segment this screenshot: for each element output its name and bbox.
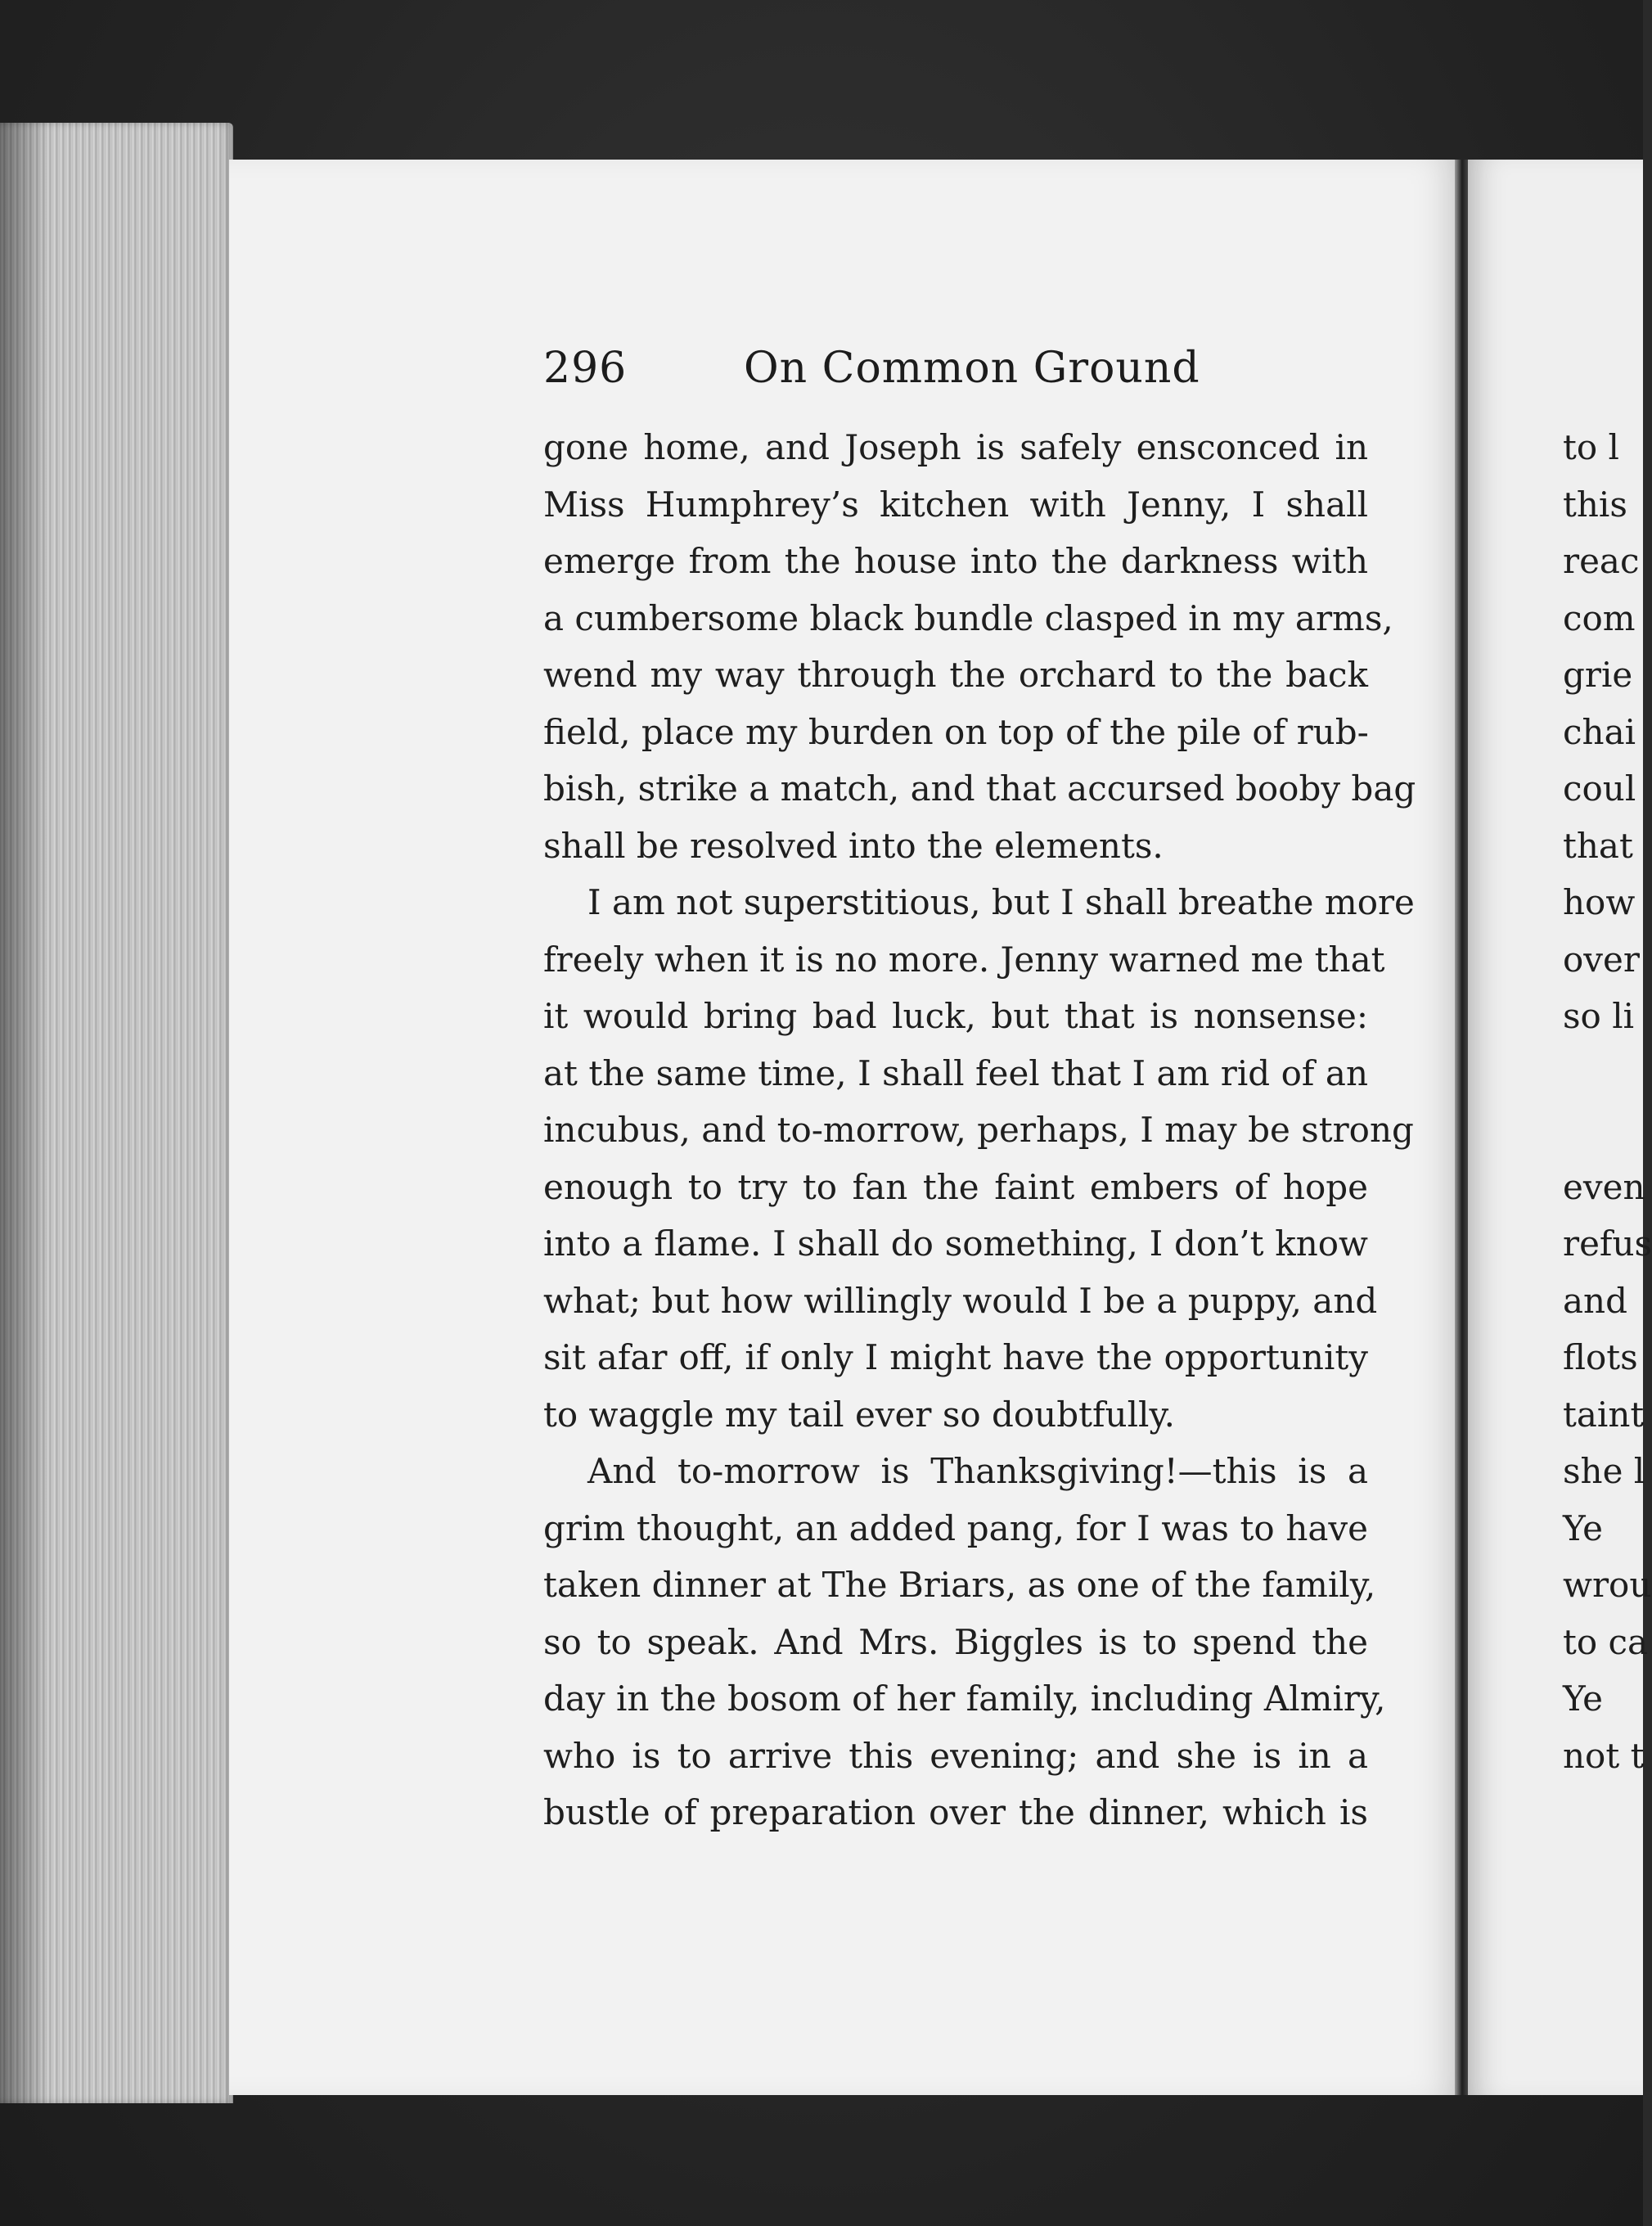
facing-line: how <box>1563 882 1636 922</box>
text-line: what; but how willingly would I be a puppy, and <box>543 1280 1378 1321</box>
text-line: I am not superstitious, but I shall breathe more <box>587 882 1415 922</box>
facing-line: refus <box>1563 1223 1652 1264</box>
facing-line: chai <box>1563 711 1636 752</box>
text-line: grim thought, an added pang, for I was to have <box>543 1507 1368 1548</box>
facing-line: reac <box>1563 541 1640 581</box>
facing-line: over <box>1563 939 1640 980</box>
facing-line: wrou <box>1563 1565 1652 1605</box>
text-line: enough to try to fan the faint embers of hope <box>543 1166 1368 1207</box>
facing-page-text <box>1563 419 1652 1784</box>
facing-line: grie <box>1563 655 1633 695</box>
text-line: shall be resolved into the elements. <box>543 825 1164 866</box>
facing-line: this <box>1563 484 1627 525</box>
facing-line: to ca <box>1563 1621 1649 1662</box>
facing-line: coul <box>1563 768 1636 809</box>
text-line: day in the bosom of her family, including Almiry, <box>543 1679 1386 1719</box>
text-line: gone home, and Joseph is safely ensconced in <box>543 427 1368 467</box>
right-facing-page <box>1468 160 1652 2095</box>
text-line: wend my way through the orchard to the back <box>543 655 1368 695</box>
text-line: it would bring bad luck, but that is nonsense: <box>543 996 1368 1036</box>
page-header <box>543 340 1370 397</box>
text-line: at the same time, I shall feel that I am rid of an <box>543 1052 1368 1093</box>
section-gap <box>1563 1045 1652 1159</box>
text-line: bustle of preparation over the dinner, which is <box>543 1792 1368 1832</box>
text-line: taken dinner at The Briars, as one of the family, <box>543 1565 1376 1605</box>
text-line: to waggle my tail ever so doubtfully. <box>543 1394 1175 1435</box>
text-line: incubus, and to-morrow, perhaps, I may be strong <box>543 1110 1414 1150</box>
facing-line: that <box>1563 825 1633 866</box>
facing-line: she l <box>1563 1451 1645 1491</box>
facing-line: flots <box>1563 1337 1638 1377</box>
text-line: into a flame. I shall do something, I don’t know <box>543 1223 1368 1264</box>
page-number: 296 <box>543 344 628 393</box>
text-line: a cumbersome black bundle clasped in my arms, <box>543 597 1393 638</box>
text-line: so to speak. And Mrs. Biggles is to spend the <box>543 1621 1368 1662</box>
text-line: bish, strike a match, and that accursed booby bag <box>543 768 1416 809</box>
facing-line: to l <box>1563 427 1619 467</box>
text-line: field, place my burden on top of the pile of rub- <box>543 711 1369 752</box>
text-line: who is to arrive this evening; and she is in a <box>543 1735 1368 1776</box>
text-line: Miss Humphrey’s kitchen with Jenny, I shall <box>543 484 1368 525</box>
text-line: emerge from the house into the darkness with <box>543 541 1368 581</box>
running-title: On Common Ground <box>744 344 1200 393</box>
facing-line: and <box>1563 1280 1627 1321</box>
facing-line: com <box>1563 597 1636 638</box>
facing-line: Ye <box>1563 1507 1603 1548</box>
facing-line: so li <box>1563 996 1635 1036</box>
facing-line: Ye <box>1563 1679 1603 1719</box>
book-gutter <box>1455 160 1468 2095</box>
facing-line: not t <box>1563 1735 1645 1776</box>
text-line: sit afar off, if only I might have the opportunity <box>543 1337 1368 1377</box>
page-stack-shadow <box>0 123 49 2103</box>
text-line: freely when it is no more. Jenny warned me that <box>543 939 1385 980</box>
facing-line: even <box>1563 1166 1645 1207</box>
body-text <box>543 419 1416 1841</box>
facing-line: taint <box>1563 1394 1645 1435</box>
text-line: And to-morrow is Thanksgiving!—this is a <box>587 1451 1368 1491</box>
